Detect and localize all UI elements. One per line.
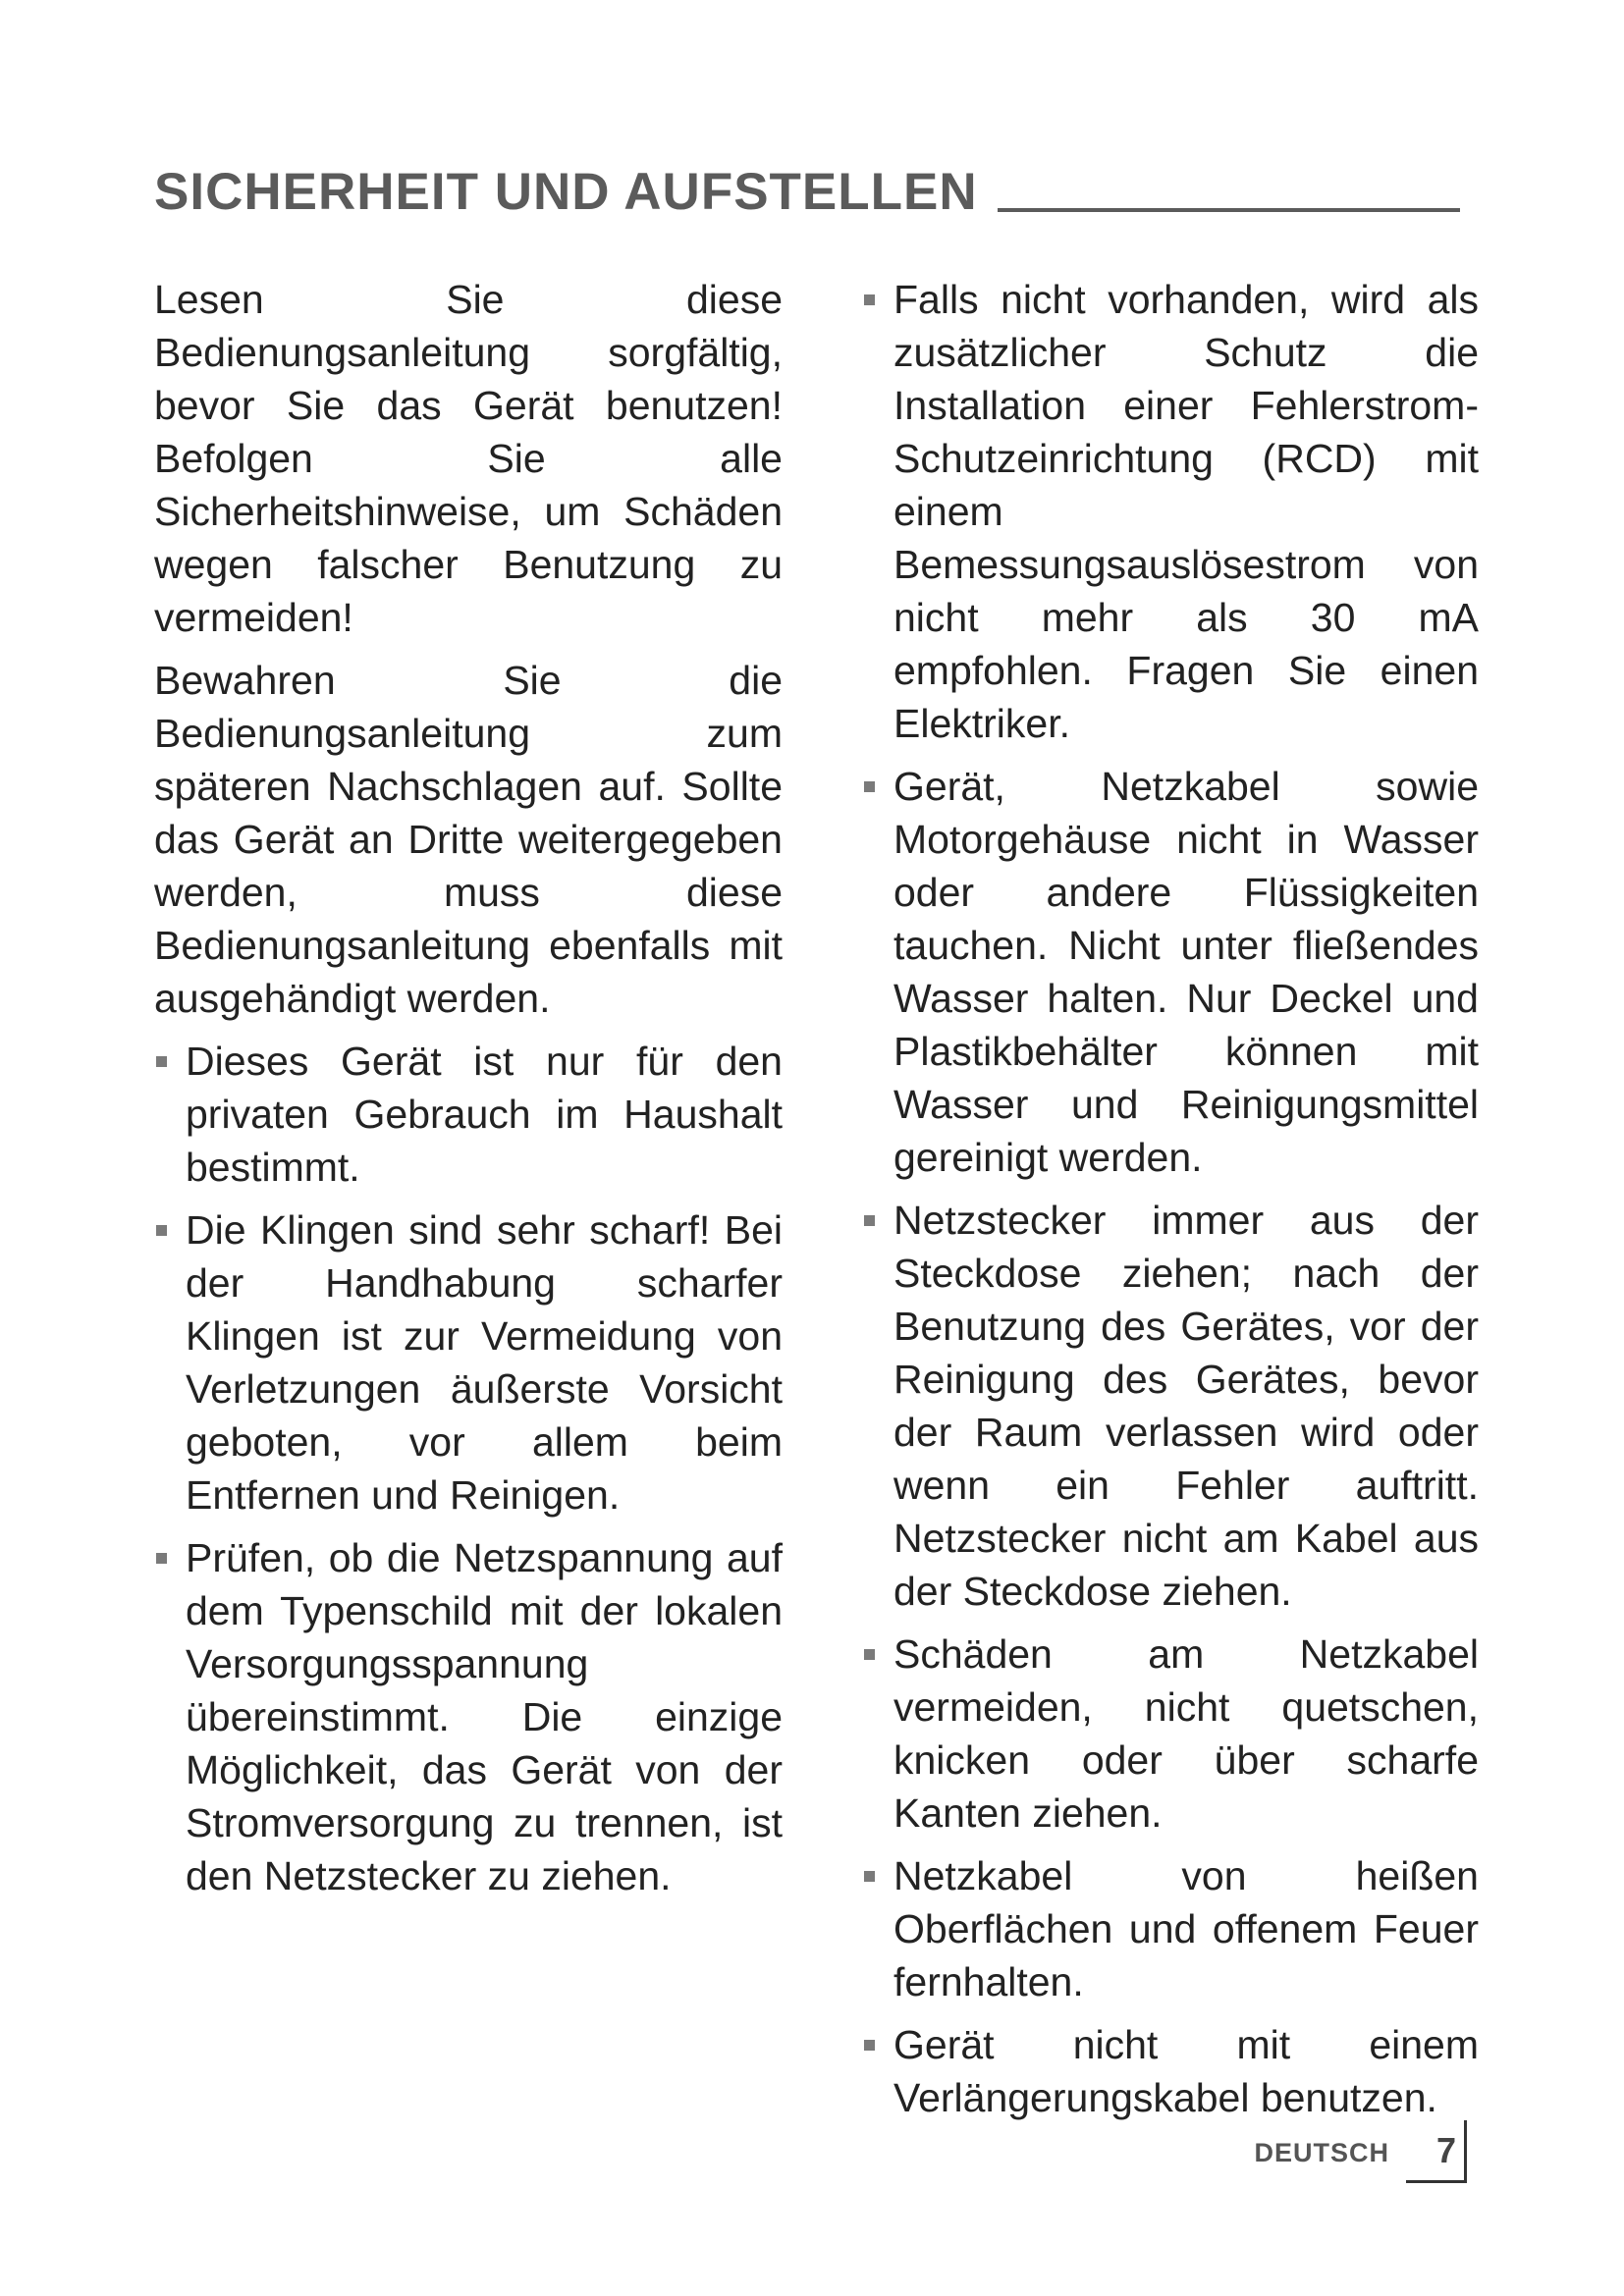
list-item-text: Die Klingen sind sehr scharf! Bei der Handhabung scharfer Klingen ist zur Vermeidung von Verletzungen äußerste Vorsicht geboten, vor allem beim Entfernen und Reinigen.	[186, 1207, 783, 1518]
page-title: SICHERHEIT UND AUFSTELLEN	[154, 163, 978, 221]
page-header	[154, 149, 1460, 221]
square-bullet-icon	[864, 1871, 875, 1882]
list-item-text: Gerät nicht mit einem Verlängerungskabel benutzen.	[893, 2022, 1479, 2120]
footer-corner-horizontal	[1406, 2180, 1467, 2183]
square-bullet-icon	[864, 781, 875, 792]
list-item	[862, 1194, 1479, 1618]
footer-corner-vertical	[1464, 2120, 1467, 2183]
page-number: 7	[1435, 2130, 1456, 2170]
list-item-text: Prüfen, ob die Netzspannung auf dem Typenschild mit der lokalen Versorgungsspannung übereinstimmt. Die einzige Möglichkeit, das Gerät von der Stromversorgung zu trennen, ist den Netzstecker zu ziehen.	[186, 1535, 783, 1898]
list-item-text: Gerät, Netzkabel sowie Motorgehäuse nicht in Wasser oder andere Flüssigkeiten tauchen. Nicht unter fließendes Wasser halten. Nur Deckel und Plastikbehälter können mit Wasser und Reinigungsmittel gereinigt werden.	[893, 764, 1479, 1180]
list-item	[862, 1628, 1479, 1840]
square-bullet-icon	[156, 1225, 167, 1236]
list-item	[154, 1035, 783, 1194]
list-item-text: Netzstecker immer aus der Steckdose ziehen; nach der Benutzung des Gerätes, vor der Reinigung des Gerätes, bevor der Raum verlassen wird oder wenn ein Fehler auftritt. Netzstecker nicht am Kabel aus der Steckdose ziehen.	[893, 1198, 1479, 1614]
square-bullet-icon	[864, 1649, 875, 1660]
square-bullet-icon	[864, 1215, 875, 1226]
list-item	[862, 273, 1479, 750]
page-footer	[1218, 2120, 1483, 2189]
list-item-text: Dieses Gerät ist nur für den privaten Gebrauch im Haushalt bestimmt.	[186, 1039, 783, 1190]
footer-language: DEUTSCH	[1254, 2138, 1389, 2167]
list-item	[154, 1203, 783, 1522]
intro-paragraph: Lesen Sie diese Bedienungsanleitung sorgfältig, bevor Sie das Gerät benutzen! Befolgen Sie alle Sicherheitshinweise, um Schäden wegen falscher Benutzung zu vermeiden!	[154, 277, 783, 640]
list-item-text: Netzkabel von heißen Oberflächen und offenem Feuer fernhalten.	[893, 1853, 1479, 2004]
list-item	[862, 2018, 1479, 2124]
list-item	[862, 1849, 1479, 2008]
safety-list-left	[154, 1035, 783, 1902]
list-item-text: Falls nicht vorhanden, wird als zusätzlicher Schutz die Installation einer Fehlerstrom-Schutzeinrichtung (RCD) mit einem Bemessungsauslösestrom von nicht mehr als 30 mA empfohlen. Fragen Sie einen Elektriker.	[893, 277, 1479, 746]
list-item	[862, 760, 1479, 1184]
square-bullet-icon	[156, 1553, 167, 1564]
intro-paragraph: Bewahren Sie die Bedienungsanleitung zum späteren Nachschlagen auf. Sollte das Gerät an Dritte weitergegeben werden, muss diese Bedienungsanleitung ebenfalls mit ausgehändigt werden.	[154, 658, 783, 1021]
list-item	[154, 1531, 783, 1902]
square-bullet-icon	[864, 2040, 875, 2051]
square-bullet-icon	[864, 294, 875, 305]
title-underline	[998, 208, 1460, 212]
square-bullet-icon	[156, 1056, 167, 1067]
left-column	[154, 273, 783, 1912]
list-item-text: Schäden am Netzkabel vermeiden, nicht quetschen, knicken oder über scharfe Kanten ziehen.	[893, 1631, 1479, 1836]
right-column	[862, 273, 1479, 2134]
safety-list-right	[862, 273, 1479, 2124]
